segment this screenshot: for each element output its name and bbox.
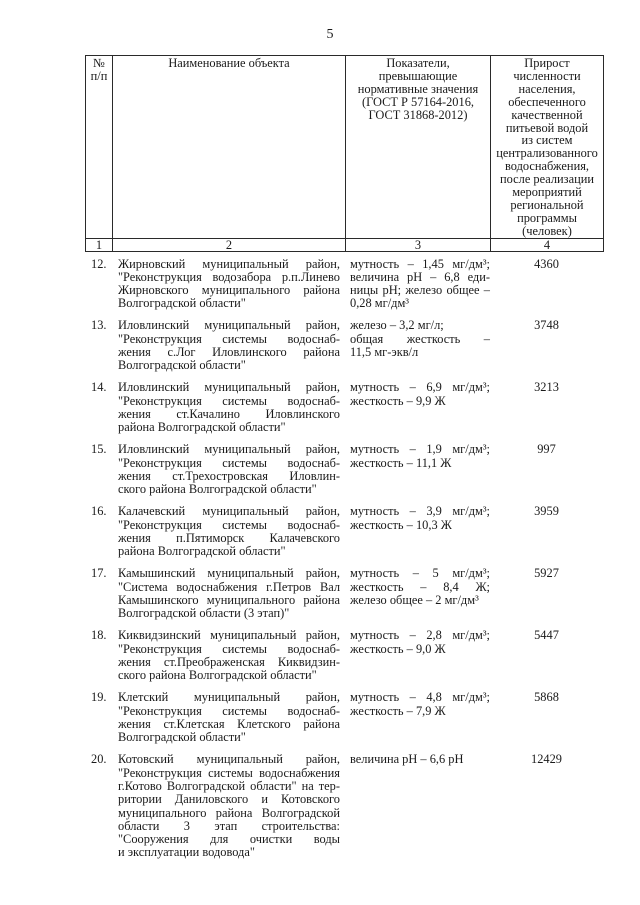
row-number: 16.: [91, 504, 107, 519]
text-line: "Реконструкция системы водоснаб-: [118, 331, 340, 346]
text-line: мутность – 5 мг/дм³;: [350, 566, 490, 581]
text-line: жесткость – 8,4 Ж;: [350, 579, 490, 594]
indicator-values: [345, 567, 490, 620]
text-line: Волгоградской области (3 этап)": [118, 606, 290, 621]
text-line: "Система водоснабжения г.Петров Вал: [118, 579, 340, 594]
text-line: "Реконструкция системы водоснабжения: [118, 765, 340, 780]
row-number: 19.: [91, 690, 107, 705]
object-name: [112, 567, 345, 620]
text-line: Жирновский муниципальный район,: [118, 256, 340, 271]
table-row: [85, 381, 603, 434]
text-line: 11,5 мг-экв/л: [350, 345, 419, 360]
header-line: нормативные значения: [357, 81, 479, 96]
population-growth: 5868: [534, 690, 559, 705]
text-line: Калачевский муниципальный район,: [118, 504, 340, 519]
text-line: мутность – 4,8 мг/дм³;: [350, 690, 490, 705]
row-number: 15.: [91, 442, 107, 457]
text-line: величина рН – 6,6 рН: [350, 752, 464, 767]
header-row: [86, 56, 604, 239]
text-line: железо общее – 2 мг/дм³: [350, 593, 479, 608]
header-line: Показатели,: [386, 56, 450, 70]
text-line: мутность – 6,9 мг/дм³;: [350, 380, 490, 395]
header-line: п/п: [90, 68, 108, 83]
text-line: "Реконструкция системы водоснаб-: [118, 393, 340, 408]
object-name: [112, 753, 345, 859]
header-line: качественной: [511, 107, 583, 122]
header-line: питьевой водой: [505, 120, 589, 135]
text-line: Волгоградской области": [118, 296, 246, 311]
header-col-indicators: [346, 56, 491, 239]
text-line: "Реконструкция водозабора р.п.Линево: [118, 269, 340, 284]
row-number: 20.: [91, 752, 107, 767]
header-line: Прирост: [524, 56, 570, 70]
header-line: численности: [513, 68, 581, 83]
population-growth: 5927: [534, 566, 559, 581]
column-number-1: 1: [86, 238, 113, 251]
object-name: [112, 691, 345, 744]
indicator-values: [345, 505, 490, 558]
text-line: Иловлинский муниципальный район,: [118, 442, 340, 457]
text-line: "Реконструкция системы водоснаб-: [118, 703, 340, 718]
text-line: и эксплуатации водовода": [118, 845, 255, 860]
population-growth: 997: [537, 442, 556, 457]
row-number: 13.: [91, 318, 107, 333]
table-row: [85, 443, 603, 496]
table-body: [85, 258, 603, 869]
text-line: величина рН – 6,8 еди-: [350, 269, 490, 284]
text-line: общая жесткость –: [350, 331, 490, 346]
text-line: мутность – 1,45 мг/дм³;: [350, 256, 490, 271]
table-row: [85, 691, 603, 744]
header-line: региональной: [510, 197, 584, 212]
text-line: мутность – 2,8 мг/дм³;: [350, 628, 490, 643]
indicator-values: [345, 258, 490, 311]
text-line: района Волгоградской области": [118, 544, 286, 559]
text-line: г.Котово Волгоградской области" на тер-: [118, 778, 340, 793]
indicator-values: [345, 691, 490, 744]
header-col-population-growth: [491, 56, 604, 239]
text-line: жения с.Лог Иловлинского района: [118, 345, 340, 360]
object-name: [112, 319, 345, 372]
text-line: жения ст.Клетская Клетского района: [118, 716, 340, 731]
text-line: Иловлинский муниципальный район,: [118, 380, 340, 395]
text-line: железо – 3,2 мг/л;: [350, 318, 444, 333]
row-number: 12.: [91, 256, 107, 271]
row-number: 18.: [91, 628, 107, 643]
text-line: 0,28 мг/дм³: [350, 296, 410, 311]
column-number-4: 4: [491, 238, 604, 251]
text-line: жесткость – 7,9 Ж: [350, 703, 446, 718]
indicator-values: [345, 319, 490, 372]
text-line: ницы рН; железо общее –: [350, 283, 490, 298]
header-line: (ГОСТ Р 57164-2016,: [362, 94, 474, 109]
text-line: Жирновского муниципального района: [118, 283, 340, 298]
header-line: Наименование объекта: [168, 56, 290, 70]
header-line: №: [93, 56, 105, 70]
population-growth: 3748: [534, 318, 559, 333]
header-line: программы: [517, 210, 577, 225]
object-name: [112, 258, 345, 311]
table-row: [85, 319, 603, 372]
indicator-values: [345, 753, 490, 859]
page-number: 5: [326, 27, 334, 42]
object-name: [112, 629, 345, 682]
header-line: населения,: [518, 81, 576, 96]
column-number-2: 2: [113, 238, 346, 251]
text-line: жения ст.Преображенская Киквидзин-: [118, 655, 340, 669]
indicator-values: [345, 443, 490, 496]
table-header: [85, 55, 604, 252]
text-line: жесткость – 11,1 Ж: [350, 455, 452, 470]
table-row: [85, 629, 603, 682]
header-col-name: [113, 56, 346, 239]
table-row: [85, 753, 603, 859]
text-line: "Реконструкция системы водоснаб-: [118, 455, 340, 470]
object-name: [112, 381, 345, 434]
header-line: централизованного: [496, 146, 598, 161]
text-line: жения ст.Качалино Иловлинского: [118, 407, 340, 422]
population-growth: 3213: [534, 380, 559, 395]
text-line: мутность – 3,9 мг/дм³;: [350, 504, 490, 519]
text-line: "Реконструкция системы водоснаб-: [118, 517, 340, 532]
header-line: обеспеченного: [508, 94, 586, 109]
text-line: Киквидзинский муниципальный район,: [118, 628, 340, 643]
population-growth: 5447: [534, 628, 559, 643]
header-line: водоснабжения,: [505, 159, 589, 174]
text-line: ритории Даниловского и Котовского: [118, 792, 340, 807]
text-line: жесткость – 9,9 Ж: [350, 393, 446, 408]
population-growth: 12429: [531, 752, 562, 767]
text-line: района Волгоградской области": [118, 420, 286, 435]
header-line: после реализации: [500, 172, 594, 187]
text-line: Камышинского муниципального района: [118, 593, 340, 608]
text-line: "Реконструкция системы водоснаб-: [118, 641, 340, 656]
text-line: "Сооружения для очистки воды: [118, 832, 340, 847]
header-line: превышающие: [378, 68, 458, 83]
text-line: ского района Волгоградской области": [118, 668, 317, 683]
table-row: [85, 505, 603, 558]
text-line: жесткость – 9,0 Ж: [350, 641, 446, 656]
table-row: [85, 258, 603, 311]
column-number-3: 3: [346, 238, 491, 251]
text-line: жесткость – 10,3 Ж: [350, 517, 452, 532]
object-name: [112, 505, 345, 558]
text-line: жения п.Пятиморск Калачевского: [118, 531, 340, 546]
header-col-number: [86, 56, 113, 239]
text-line: области 3 этап строительства:: [118, 818, 340, 833]
header-line: мероприятий: [512, 185, 582, 200]
header-line: ГОСТ 31868-2012): [368, 107, 468, 122]
population-growth: 3959: [534, 504, 559, 519]
table-row: [85, 567, 603, 620]
text-line: мутность – 1,9 мг/дм³;: [350, 442, 490, 457]
text-line: Котовский муниципальный район,: [118, 752, 340, 767]
header-line: (человек): [522, 223, 572, 238]
text-line: Волгоградской области": [118, 730, 246, 745]
text-line: муниципального района Волгоградской: [118, 805, 340, 820]
indicator-values: [345, 381, 490, 434]
indicator-values: [345, 629, 490, 682]
row-number: 17.: [91, 566, 107, 581]
text-line: Иловлинский муниципальный район,: [118, 318, 340, 333]
header-line: из систем: [521, 133, 573, 148]
row-number: 14.: [91, 380, 107, 395]
text-line: Клетский муниципальный район,: [118, 690, 340, 705]
population-growth: 4360: [534, 256, 559, 271]
text-line: Волгоградской области": [118, 358, 246, 373]
text-line: жения ст.Трехостровская Иловлин-: [118, 469, 340, 484]
object-name: [112, 443, 345, 496]
text-line: Камышинский муниципальный район,: [118, 566, 340, 581]
text-line: ского района Волгоградской области": [118, 482, 317, 497]
column-numbers-row: [86, 238, 604, 251]
